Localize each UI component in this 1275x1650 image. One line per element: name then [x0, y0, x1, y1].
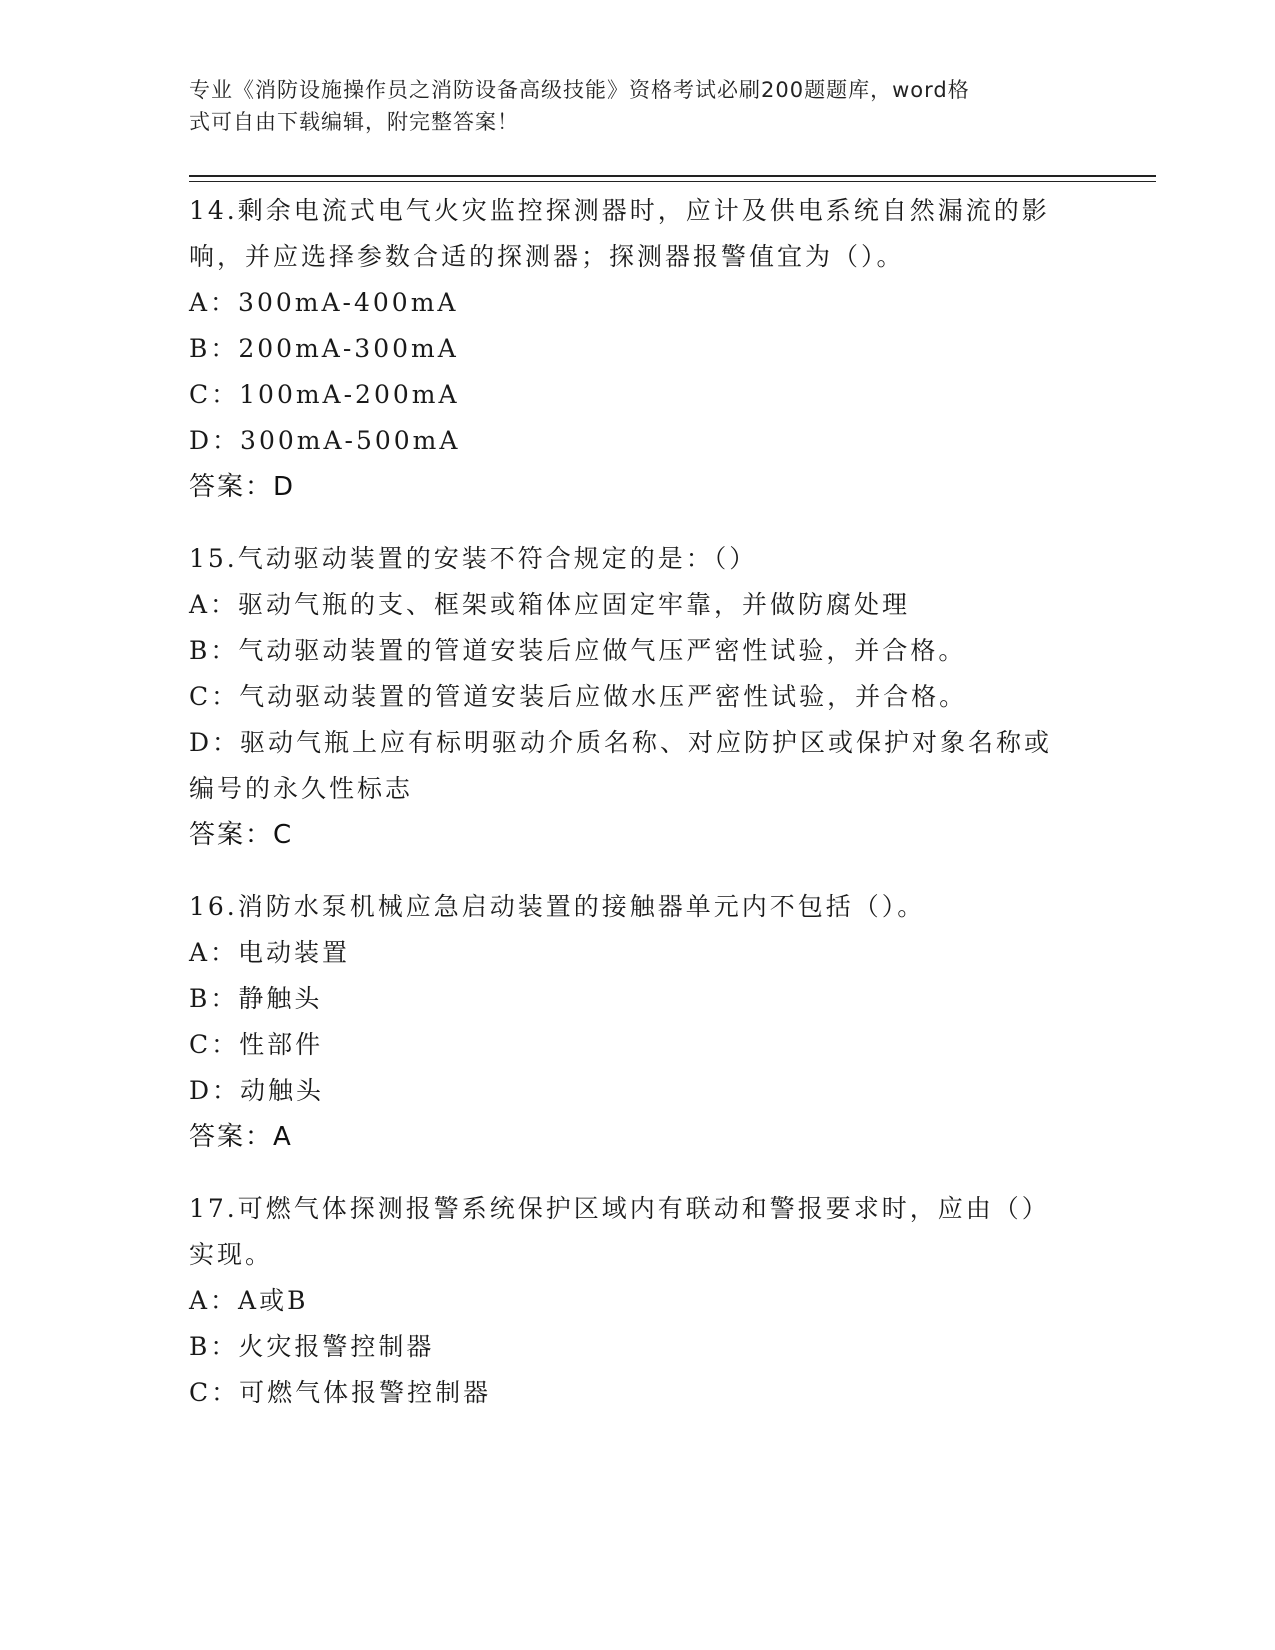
header-divider-thin [189, 181, 1156, 182]
answer-label: 答案：D [189, 472, 296, 502]
question-stem-line: 实现。 [189, 1240, 274, 1269]
question-14 [189, 188, 1089, 510]
option-d-continued: 编号的永久性标志 [189, 774, 414, 803]
option-c: C：气动驱动装置的管道安装后应做水压严密性试验，并合格。 [189, 682, 968, 711]
option-d: D：动触头 [189, 1076, 325, 1105]
question-17 [189, 1186, 1089, 1416]
question-stem-line: 17.可燃气体探测报警系统保护区域内有联动和警报要求时，应由（） [189, 1194, 1050, 1223]
question-stem-line: 15.气动驱动装置的安装不符合规定的是：（） [189, 544, 758, 573]
option-a: A：驱动气瓶的支、框架或箱体应固定牢靠，并做防腐处理 [189, 590, 911, 619]
option-b: B：火灾报警控制器 [189, 1332, 435, 1361]
document-header [189, 74, 1069, 138]
question-15 [189, 536, 1089, 858]
option-a: A：A或B [189, 1286, 309, 1315]
question-stem-line: 16.消防水泵机械应急启动装置的接触器单元内不包括（）。 [189, 892, 926, 921]
option-d: D：驱动气瓶上应有标明驱动介质名称、对应防护区或保护对象名称或 [189, 728, 1053, 757]
question-16 [189, 884, 1089, 1160]
option-b: B：静触头 [189, 984, 323, 1013]
option-c: C：性部件 [189, 1030, 324, 1059]
header-line-2: 式可自由下载编辑，附完整答案！ [189, 110, 519, 134]
question-stem-line: 14.剩余电流式电气火灾监控探测器时，应计及供电系统自然漏流的影 [189, 196, 1050, 225]
option-b: B：气动驱动装置的管道安装后应做气压严密性试验，并合格。 [189, 636, 967, 665]
question-stem-line: 响，并应选择参数合适的探测器；探测器报警值宜为（）。 [189, 242, 905, 271]
answer-label: 答案：A [189, 1122, 293, 1152]
option-a: A：300mA-400mA [189, 288, 459, 317]
question-list [189, 188, 1089, 1442]
header-divider-thick [189, 175, 1156, 177]
option-b: B：200mA-300mA [189, 334, 459, 363]
answer-label: 答案：C [189, 820, 294, 850]
header-line-1: 专业《消防设施操作员之消防设备高级技能》资格考试必刷200题题库，word格 [189, 78, 970, 102]
option-d: D：300mA-500mA [189, 426, 461, 455]
option-c: C：100mA-200mA [189, 380, 460, 409]
option-a: A：电动装置 [189, 938, 351, 967]
option-c: C：可燃气体报警控制器 [189, 1378, 492, 1407]
